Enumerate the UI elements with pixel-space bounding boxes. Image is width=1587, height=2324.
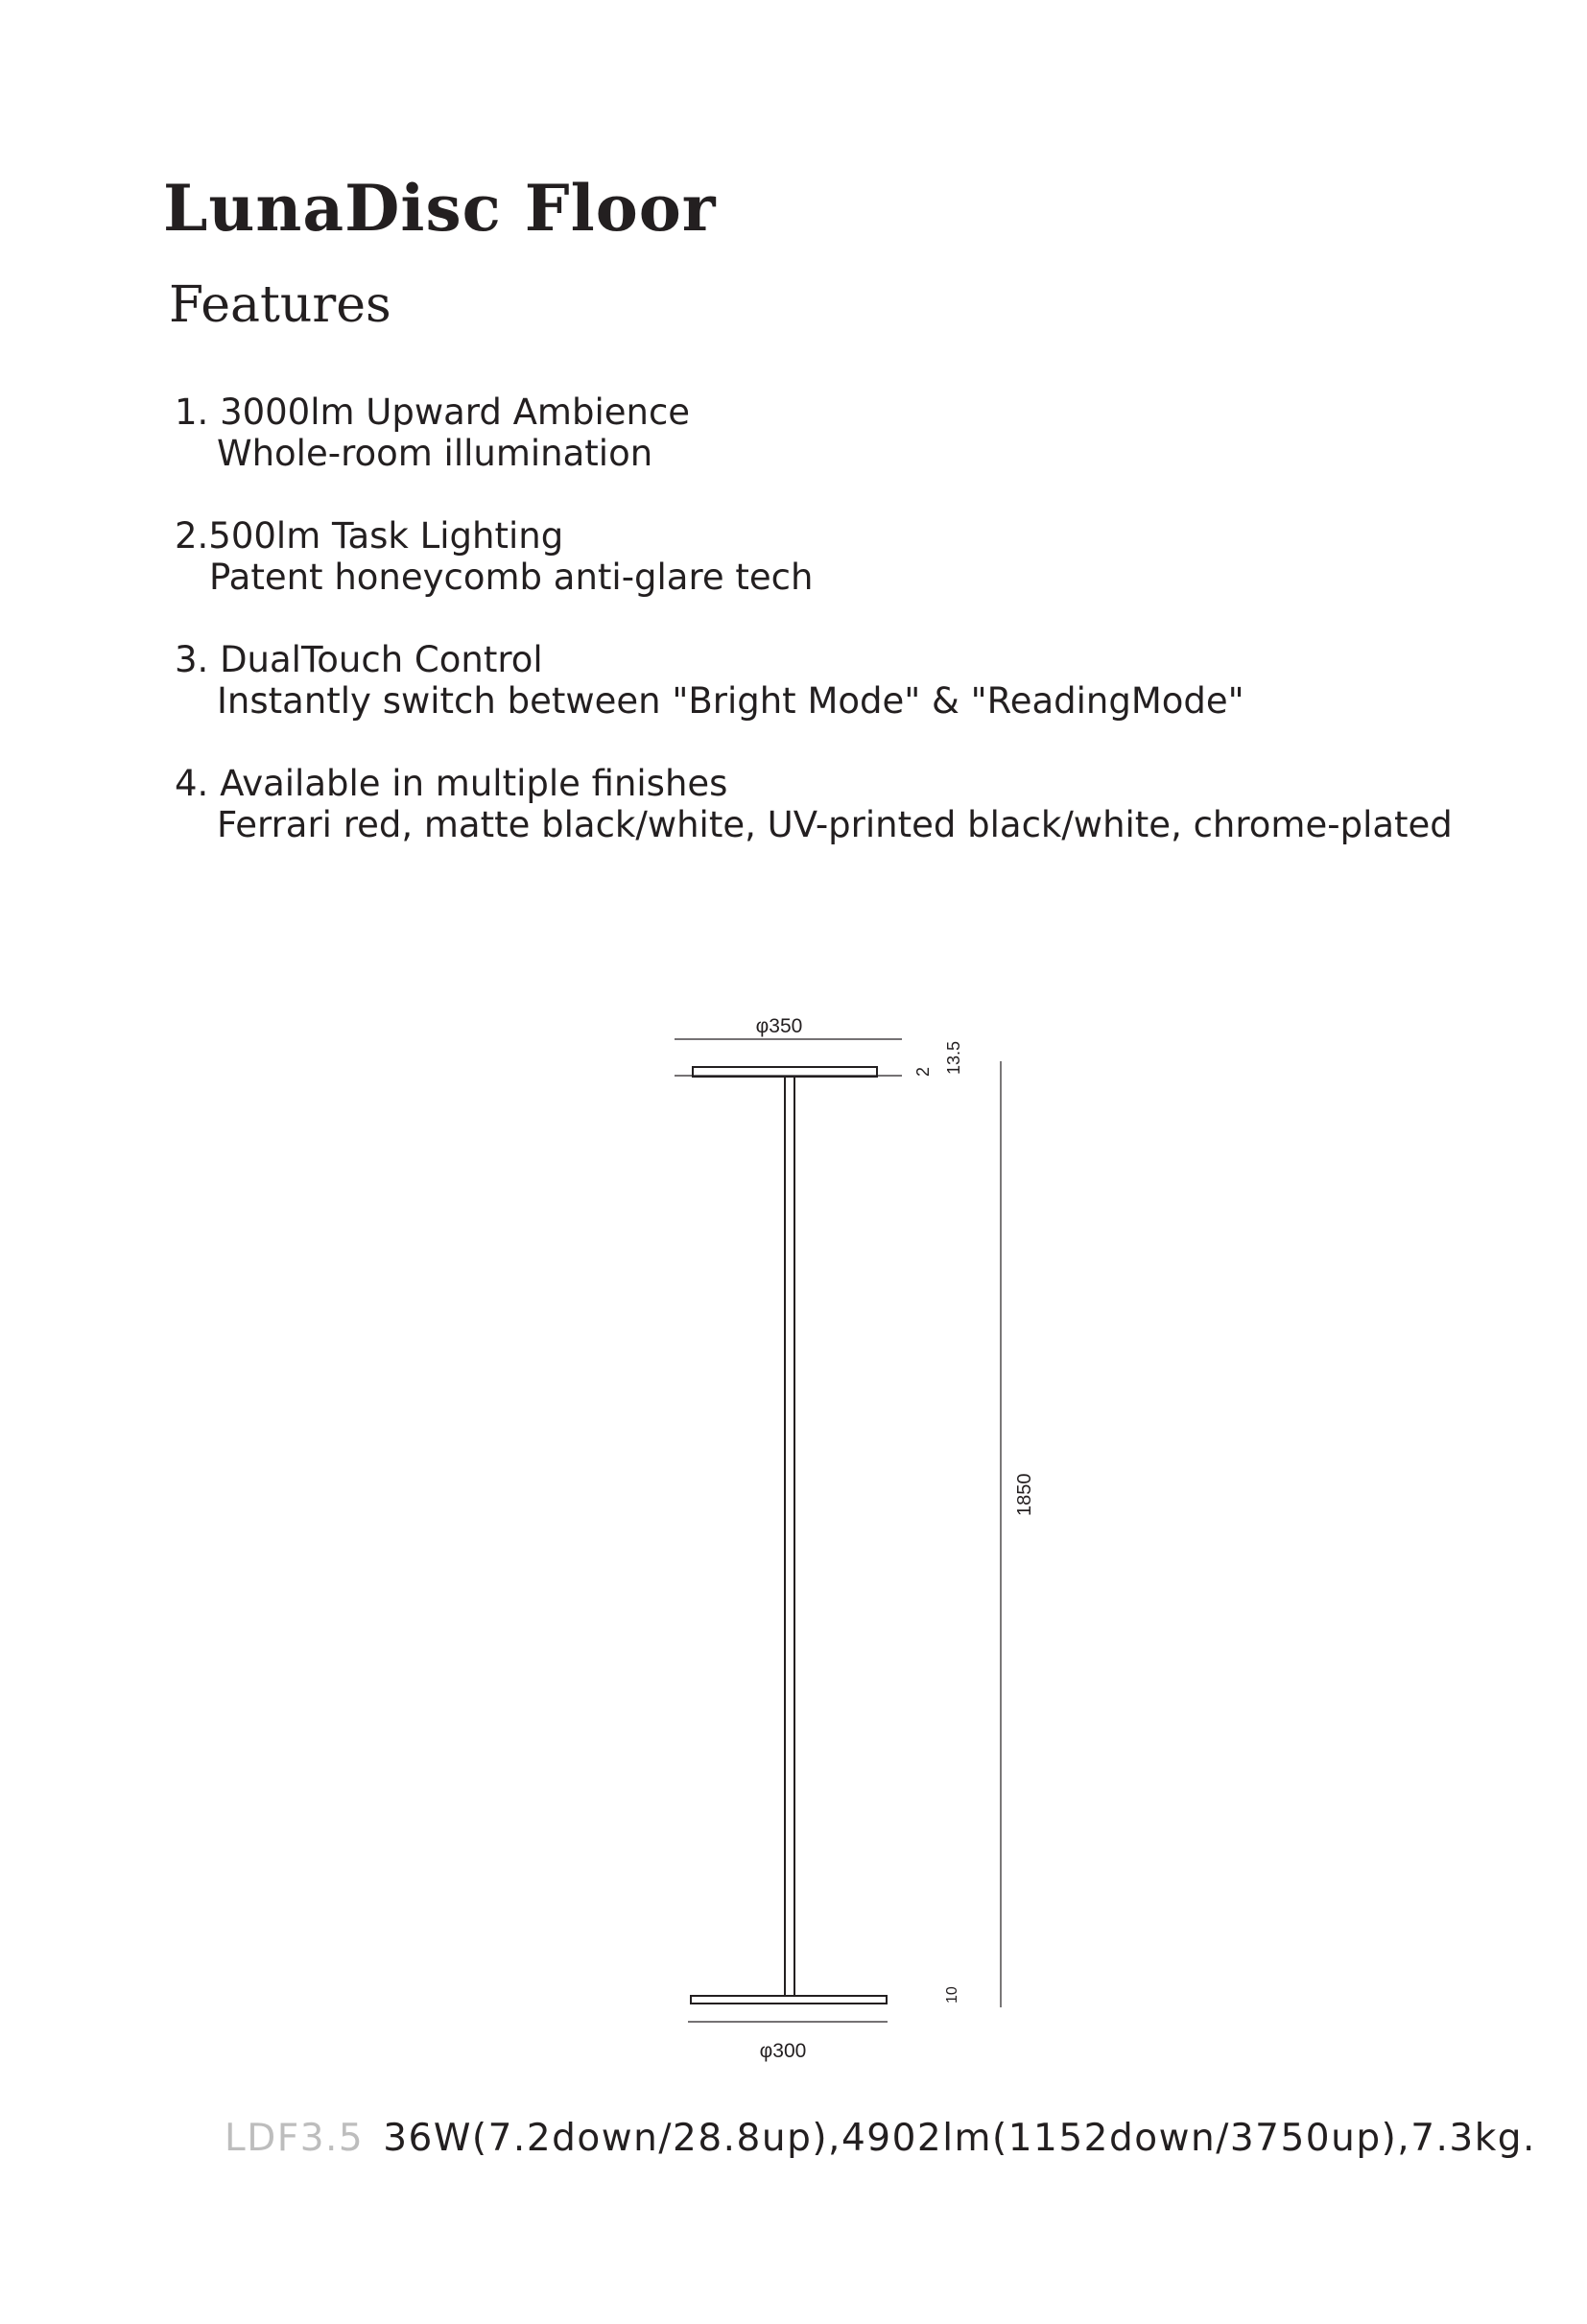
feature-description: Instantly switch between "Bright Mode" & "ReadingMode" xyxy=(217,680,1244,722)
total-height-label: 1850 xyxy=(1014,1473,1035,1516)
base-diameter-label: φ300 xyxy=(759,2040,807,2062)
feature-title: 4. Available in multiple finishes xyxy=(175,763,728,804)
spec-line xyxy=(225,2117,1536,2160)
top-height-label: 13.5 xyxy=(944,1040,963,1075)
features-heading: Features xyxy=(169,276,391,334)
feature-title: 3. DualTouch Control xyxy=(175,639,543,680)
feature-title: 1. 3000lm Upward Ambience xyxy=(175,391,691,433)
spec-values: 36W(7.2down/28.8up),4902lm(1152down/3750up),7.3kg. xyxy=(383,2117,1536,2160)
lamp-base xyxy=(691,1996,887,2004)
feature-item xyxy=(175,515,813,598)
feature-description: Whole-room illumination xyxy=(217,433,653,474)
lamp-pole xyxy=(785,1077,794,1996)
top-thickness-label: 2 xyxy=(913,1066,933,1077)
feature-description: Patent honeycomb anti-glare tech xyxy=(209,557,814,598)
product-title: LunaDisc Floor xyxy=(163,171,717,246)
feature-title: 2.500lm Task Lighting xyxy=(175,515,564,557)
feature-description: Ferrari red, matte black/white, UV-printed black/white, chrome-plated xyxy=(217,804,1453,845)
feature-item xyxy=(175,639,1244,722)
lamp-dimension-drawing xyxy=(0,979,1587,2111)
feature-item xyxy=(175,763,1453,845)
base-thickness-label: 10 xyxy=(944,1986,960,2004)
model-code: LDF3.5 xyxy=(225,2117,365,2160)
top-diameter-label: φ350 xyxy=(755,1015,803,1037)
feature-item xyxy=(175,391,690,474)
